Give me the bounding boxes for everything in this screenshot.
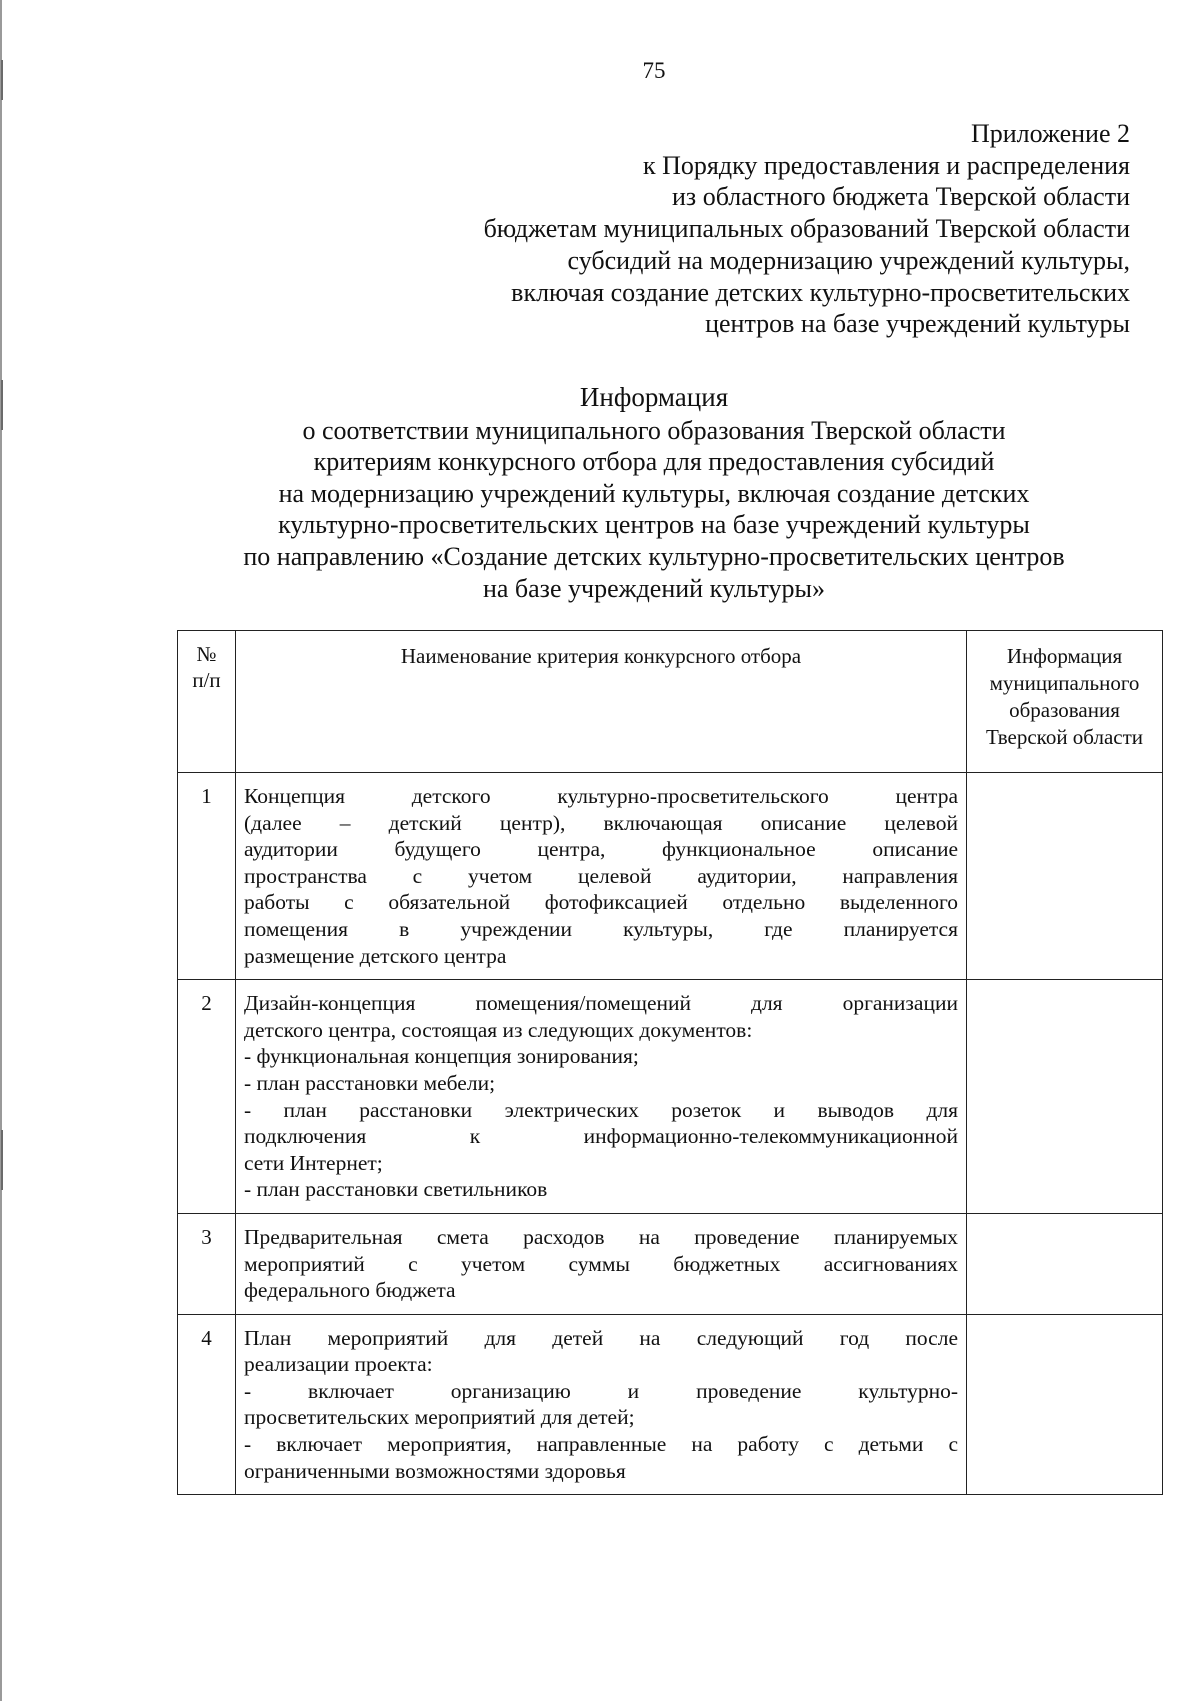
municipal-info-cell[interactable]	[967, 980, 1163, 1214]
criterion-line: подключения к информационно-телекоммуникационной	[244, 1124, 958, 1149]
criteria-table	[177, 630, 1163, 1495]
header-info-line: муниципального	[989, 671, 1140, 695]
table-row	[178, 1314, 1163, 1495]
criterion-line: - включает мероприятия, направленные на работу с детьми с	[244, 1432, 958, 1457]
table-row	[178, 980, 1163, 1214]
header-municipal-info	[967, 631, 1163, 773]
document-title-block	[140, 382, 1168, 604]
criterion-text	[236, 980, 967, 1214]
criterion-line: аудитории будущего центра, функциональное описание	[244, 837, 958, 862]
header-info-line: Тверской области	[985, 725, 1144, 749]
appendix-line: бюджетам муниципальных образований Тверской области	[483, 214, 1130, 244]
criterion-text	[236, 1314, 967, 1495]
table-row	[178, 773, 1163, 980]
row-number: 4	[178, 1314, 236, 1495]
appendix-line: Приложение 2	[970, 119, 1130, 148]
criterion-line: помещения в учреждении культуры, где планируется	[244, 916, 958, 941]
criterion-line: детского центра, состоящая из следующих документов:	[244, 1017, 753, 1042]
title-line: критериям конкурсного отбора для предоставления субсидий	[313, 447, 995, 477]
appendix-line: к Порядку предоставления и распределения	[642, 150, 1130, 180]
header-criterion-name: Наименование критерия конкурсного отбора	[236, 631, 967, 773]
criterion-line: мероприятий с учетом суммы бюджетных ассигнованиях	[244, 1251, 958, 1276]
header-info-line: Информация	[1006, 644, 1123, 668]
row-number: 3	[178, 1213, 236, 1314]
criterion-line: сети Интернет;	[244, 1150, 383, 1175]
criterion-line: - план расстановки светильников	[244, 1177, 548, 1202]
criterion-line: - план расстановки электрических розеток и выводов для	[244, 1097, 958, 1122]
appendix-line: включая создание детских культурно-просветительских	[511, 277, 1130, 307]
table-header-row	[178, 631, 1163, 773]
criterion-text	[236, 1213, 967, 1314]
title-line: культурно-просветительских центров на базе учреждений культуры	[278, 510, 1030, 540]
appendix-line: из областного бюджета Тверской области	[672, 182, 1130, 212]
header-num-abbr: п/п	[192, 668, 221, 692]
criterion-line: План мероприятий для детей на следующий год после	[244, 1325, 958, 1350]
criterion-line: - план расстановки мебели;	[244, 1070, 496, 1095]
criterion-line: ограниченными возможностями здоровья	[244, 1458, 626, 1483]
criterion-line: - функциональная концепция зонирования;	[244, 1044, 639, 1069]
scan-edge-mark	[1, 380, 3, 430]
table-row	[178, 1213, 1163, 1314]
criterion-line: просветительских мероприятий для детей;	[244, 1405, 635, 1430]
municipal-info-cell[interactable]	[967, 1314, 1163, 1495]
title-line: о соответствии муниципального образования Тверской области	[302, 415, 1006, 445]
appendix-line: субсидий на модернизацию учреждений культуры,	[567, 245, 1130, 275]
page-number: 75	[642, 58, 666, 83]
header-num	[178, 631, 236, 773]
row-number: 1	[178, 773, 236, 980]
criterion-line: Дизайн-концепция помещения/помещений для организации	[244, 991, 958, 1016]
appendix-header	[230, 118, 1130, 340]
appendix-line: центров на базе учреждений культуры	[705, 309, 1130, 339]
criterion-line: размещение детского центра	[244, 943, 507, 968]
row-number: 2	[178, 980, 236, 1214]
criterion-line: Предварительная смета расходов на проведение планируемых	[244, 1224, 958, 1249]
criterion-line: федерального бюджета	[244, 1278, 456, 1303]
criterion-line: работы с обязательной фотофиксацией отдельно выделенного	[244, 890, 958, 915]
criterion-line: - включает организацию и проведение культурно-	[244, 1378, 958, 1403]
title-line: на базе учреждений культуры»	[482, 573, 826, 603]
header-num-symbol: №	[196, 642, 217, 666]
scan-edge-mark	[1, 1130, 3, 1190]
title-line: на модернизацию учреждений культуры, включая создание детских	[278, 478, 1030, 508]
criterion-line: (далее – детский центр), включающая описание целевой	[244, 810, 958, 835]
criterion-line: реализации проекта:	[244, 1352, 433, 1377]
criterion-line: Концепция детского культурно-просветительского центра	[244, 784, 958, 808]
municipal-info-cell[interactable]	[967, 1213, 1163, 1314]
scan-edge	[0, 0, 2, 1701]
header-info-line: образования	[1009, 698, 1120, 722]
title-line: по направлению «Создание детских культурно-просветительских центров	[243, 541, 1065, 571]
criterion-text	[236, 773, 967, 980]
document-title: Информация	[579, 382, 729, 412]
municipal-info-cell[interactable]	[967, 773, 1163, 980]
criterion-line: пространства с учетом целевой аудитории, направления	[244, 863, 958, 888]
